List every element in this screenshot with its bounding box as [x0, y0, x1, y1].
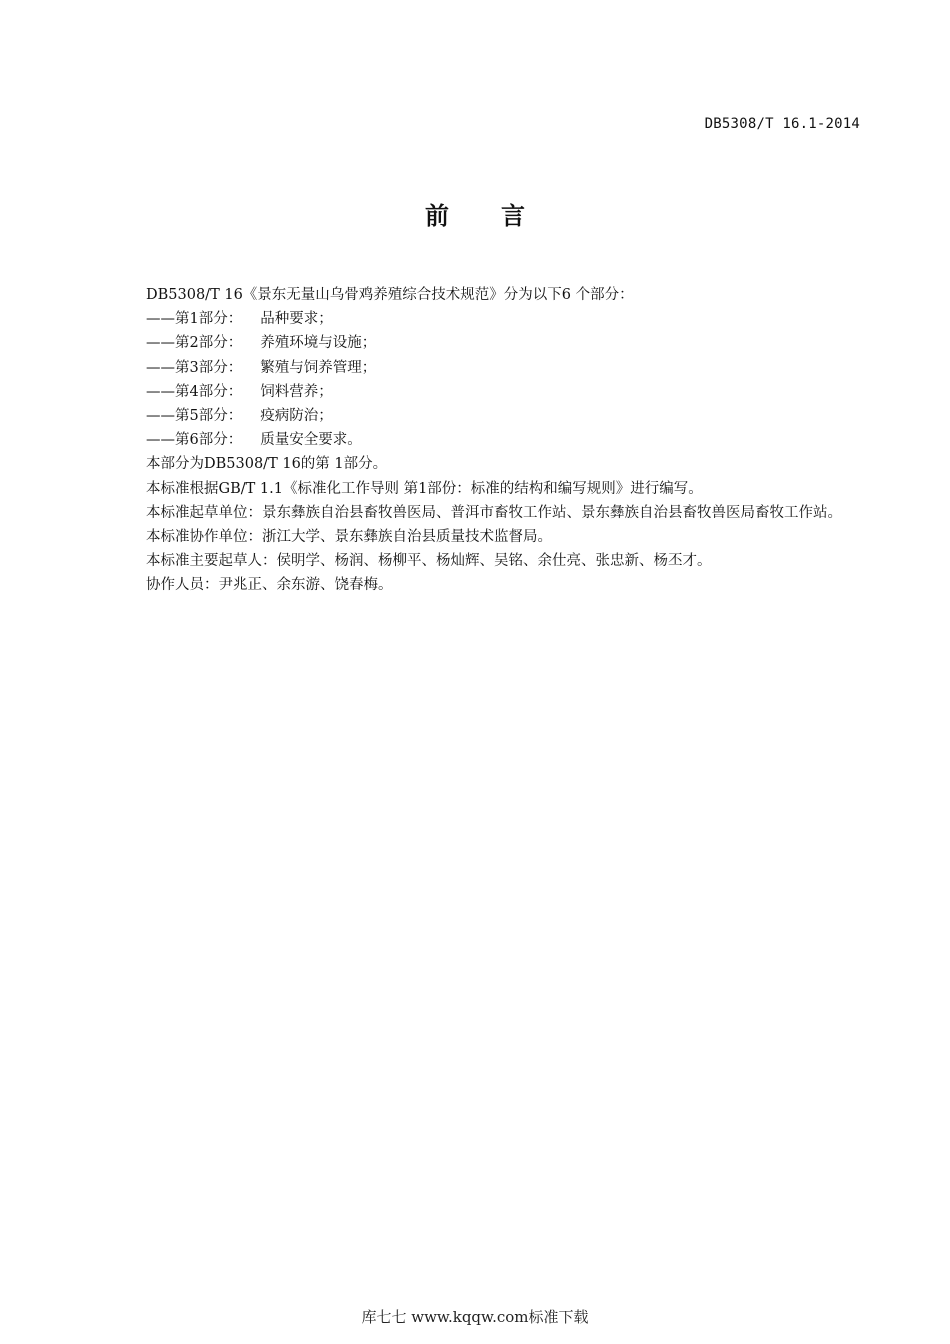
part-name: 质量安全要求。 [260, 432, 362, 449]
parts-list [113, 307, 860, 452]
collaborators-paragraph: 协作人员：尹兆正、余东游、饶春梅。 [146, 577, 393, 594]
part-statement: 本部分为DB5308/T 16的第 1部分。 [146, 456, 388, 473]
list-item [113, 307, 860, 331]
drafting-rules-paragraph: 本标准根据GB/T 1.1《标准化工作导则 第1部份：标准的结构和编写规则》进行编写。 [146, 480, 703, 497]
part-prefix: ——第2部分： [146, 335, 243, 352]
part-name: 品种要求； [260, 311, 333, 328]
drafting-units-paragraph: 本标准起草单位：景东彝族自治县畜牧兽医局、普洱市畜牧工作站、景东彝族自治县畜牧兽医局畜牧工作站。 [146, 504, 842, 521]
part-prefix: ——第3部分： [146, 359, 243, 376]
part-prefix: ——第5部分： [146, 408, 243, 425]
intro-paragraph: DB5308/T 16《景东无量山乌骨鸡养殖综合技术规范》分为以下6 个部分： [146, 287, 634, 303]
part-name: 饲料营养； [260, 383, 333, 400]
part-prefix: ——第6部分： [146, 432, 243, 449]
main-drafters-paragraph: 本标准主要起草人：侯明学、杨润、杨柳平、杨灿辉、吴铭、余仕亮、张忠新、杨丕才。 [146, 553, 712, 570]
list-item [113, 331, 860, 355]
footer-watermark: 库七七 www.kqqw.com标准下载 [361, 1308, 589, 1326]
page-title: 前言 [425, 202, 577, 230]
part-prefix: ——第1部分： [146, 311, 243, 328]
document-code: DB5308/T 16.1-2014 [704, 116, 860, 132]
part-prefix: ——第4部分： [146, 383, 243, 400]
part-name: 养殖环境与设施； [260, 335, 377, 352]
list-item [113, 356, 860, 380]
part-name: 疫病防治； [260, 408, 333, 425]
cooperating-units-paragraph: 本标准协作单位：浙江大学、景东彝族自治县质量技术监督局。 [146, 529, 552, 546]
list-item [113, 380, 860, 404]
foreword-body [113, 283, 860, 598]
part-name: 繁殖与饲养管理； [260, 359, 377, 376]
list-item [113, 428, 860, 452]
list-item [113, 404, 860, 428]
